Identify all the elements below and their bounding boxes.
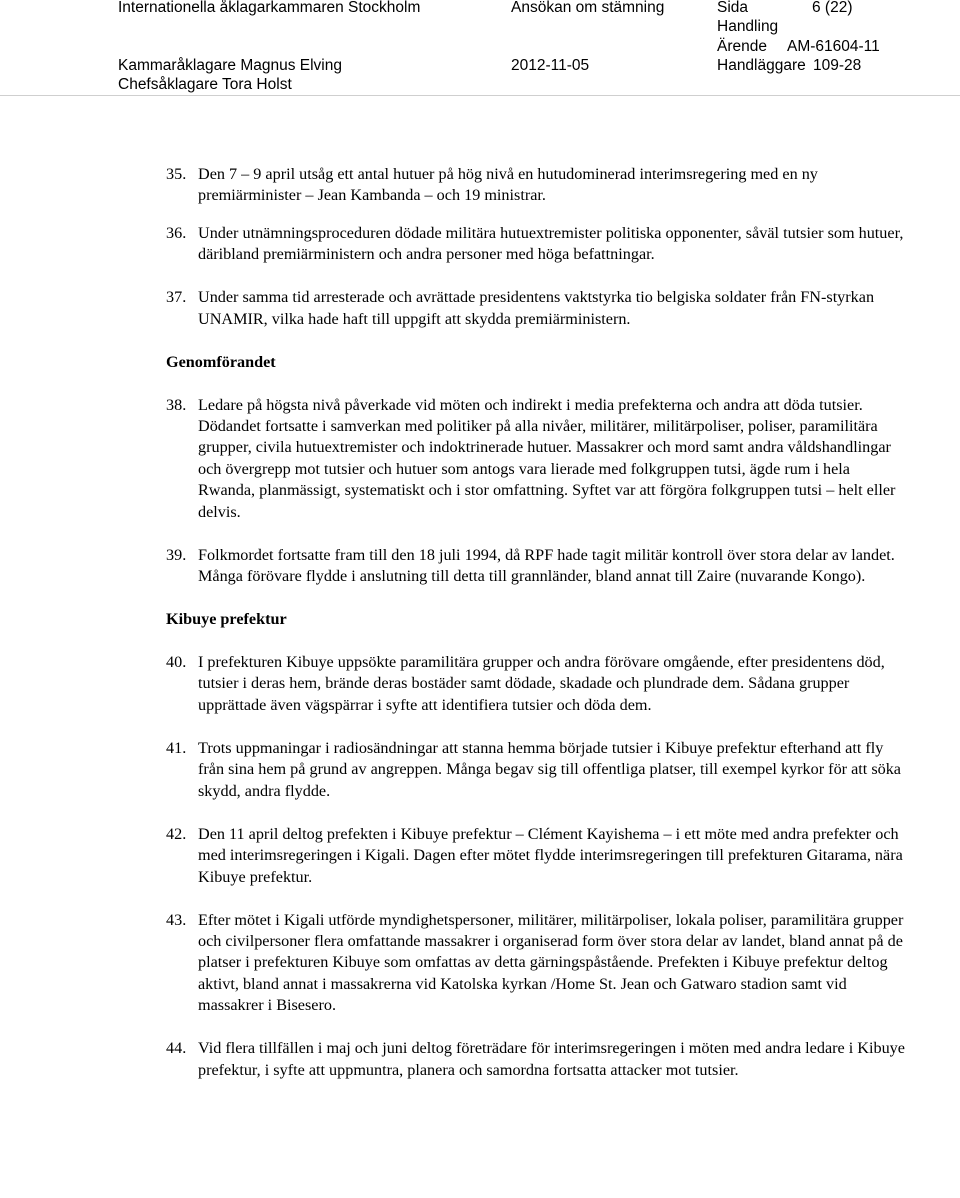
paragraph-number: 40.	[166, 653, 187, 672]
paragraph-44	[166, 1038, 906, 1081]
handlaggare-number: 109-28	[813, 57, 862, 74]
paragraph-38	[166, 395, 906, 523]
paragraph-text: Den 11 april deltog prefekten i Kibuye prefektur – Clément Kayishema – i ett möte med andra prefekter och med interimsregeringen i Kigali. Dagen efter mötet flydde interimsregeringen till prefekturen Gitarama, nära Kibuye prefektur.	[198, 824, 903, 886]
paragraph-35	[166, 164, 906, 207]
paragraph-text: I prefekturen Kibuye uppsökte paramilitära grupper och andra förövare omgående, efter presidentens död, tutsier i deras hem, brände deras bostäder samt dödade, skadade och plundrade dem. Sådana grupper upprättade även vägspärrar i syfte att identifiera tutsier och döda dem.	[198, 653, 885, 714]
paragraph-text: Efter mötet i Kigali utförde myndighetspersoner, militärer, militärpoliser, lokala poliser, paramilitära grupper och civilpersoner flera omfattande massakrer i organiserad form över stora delar av landet, bland annat på de platser i prefekturen Kibuye som omfattas av detta gärningspåstående. Prefekten i Kibuye prefektur deltog aktivt, bland annat i massakrerna vid Katolska kyrkan /Home St. Jean och Gatwaro stadion samt vid massakrer i Bisesero.	[198, 910, 904, 1015]
handlaggare-label: Handläggare	[717, 57, 806, 74]
paragraph-text: Vid flera tillfällen i maj och juni deltog företrädare för interimsregeringen i möten med andra ledare i Kibuye prefektur, i syfte att uppmuntra, planera och samordna fortsatta attacker mot tutsier.	[198, 1039, 905, 1079]
paragraph-number: 42.	[166, 824, 187, 843]
paragraph-number: 36.	[166, 223, 187, 242]
paragraph-40	[166, 652, 906, 716]
paragraph-36	[166, 223, 906, 266]
paragraph-text: Den 7 – 9 april utsåg ett antal hutuer på hög nivå en hutudominerad interimsregering med en ny premiärminister – Jean Kambanda – och 19 ministrar.	[198, 165, 818, 205]
document-type: Ansökan om stämning	[511, 0, 665, 16]
paragraph-39	[166, 545, 906, 588]
page-number: 6 (22)	[812, 0, 853, 16]
paragraph-number: 41.	[166, 738, 187, 757]
paragraph-number: 38.	[166, 395, 187, 414]
paragraph-number: 39.	[166, 545, 187, 564]
header-divider	[0, 95, 960, 96]
paragraph-text: Under samma tid arresterade och avrättade presidentens vaktstyrka tio belgiska soldater från FN-styrkan UNAMIR, vilka hade haft till uppgift att skydda premiärministern.	[198, 288, 875, 328]
handling-label: Handling	[717, 18, 779, 35]
document-date: 2012-11-05	[511, 57, 590, 74]
page-label: Sida	[717, 0, 749, 16]
paragraph-number: 35.	[166, 165, 187, 183]
paragraph-37	[166, 287, 906, 330]
paragraph-43	[166, 910, 906, 1017]
paragraph-number: 37.	[166, 288, 187, 307]
arende-number: AM-61604-11	[787, 38, 880, 55]
paragraph-text: Under utnämningsproceduren dödade militära hutuextremister politiska opponenter, såväl tutsier som hutuer, däribland premiärministern och andra personer med höga befattningar.	[198, 223, 904, 264]
org-name: Internationella åklagarkammaren Stockholm	[118, 0, 421, 16]
document-body	[166, 164, 906, 1103]
paragraph-41	[166, 738, 906, 802]
paragraph-42	[166, 824, 906, 888]
section-heading-kibuye: Kibuye prefektur	[166, 610, 287, 629]
document-header	[0, 0, 960, 96]
chief-prosecutor-name: Chefsåklagare Tora Holst	[118, 76, 292, 93]
arende-label: Ärende	[717, 38, 767, 55]
paragraph-text: Trots uppmaningar i radiosändningar att stanna hemma började tutsier i Kibuye prefektur efterhand att fly från sina hem på grund av angreppen. Många begav sig till offentliga platser, till exempel kyrkor för att söka skydd, andra flydde.	[198, 738, 901, 800]
prosecutor-name: Kammaråklagare Magnus Elving	[118, 57, 342, 74]
section-heading-genomforandet: Genomförandet	[166, 352, 276, 371]
paragraph-number: 43.	[166, 910, 187, 929]
paragraph-text: Folkmordet fortsatte fram till den 18 juli 1994, då RPF hade tagit militär kontroll över stora delar av landet. Många förövare flydde i anslutning till detta till grannländer, bland annat till Zaire (nuvarande Kongo).	[198, 545, 895, 586]
paragraph-number: 44.	[166, 1039, 187, 1058]
paragraph-text: Ledare på högsta nivå påverkade vid möten och indirekt i media prefekterna och andra att döda tutsier. Dödandet fortsatte i samverkan med politiker på alla nivåer, militärer, militärpoliser, poliser, paramilitära grupper, civila hutuextremister och indoktrinerade hutuer. Massakrer och mord samt andra våldshandlingar och övergrepp mot tutsier och hutuer som antogs vara lierade med folkgruppen tutsi, ägde rum i hela Rwanda, planmässigt, systematiskt och i stor omfattning. Syftet var att förgöra folkgruppen tutsi – helt eller delvis.	[198, 395, 896, 521]
